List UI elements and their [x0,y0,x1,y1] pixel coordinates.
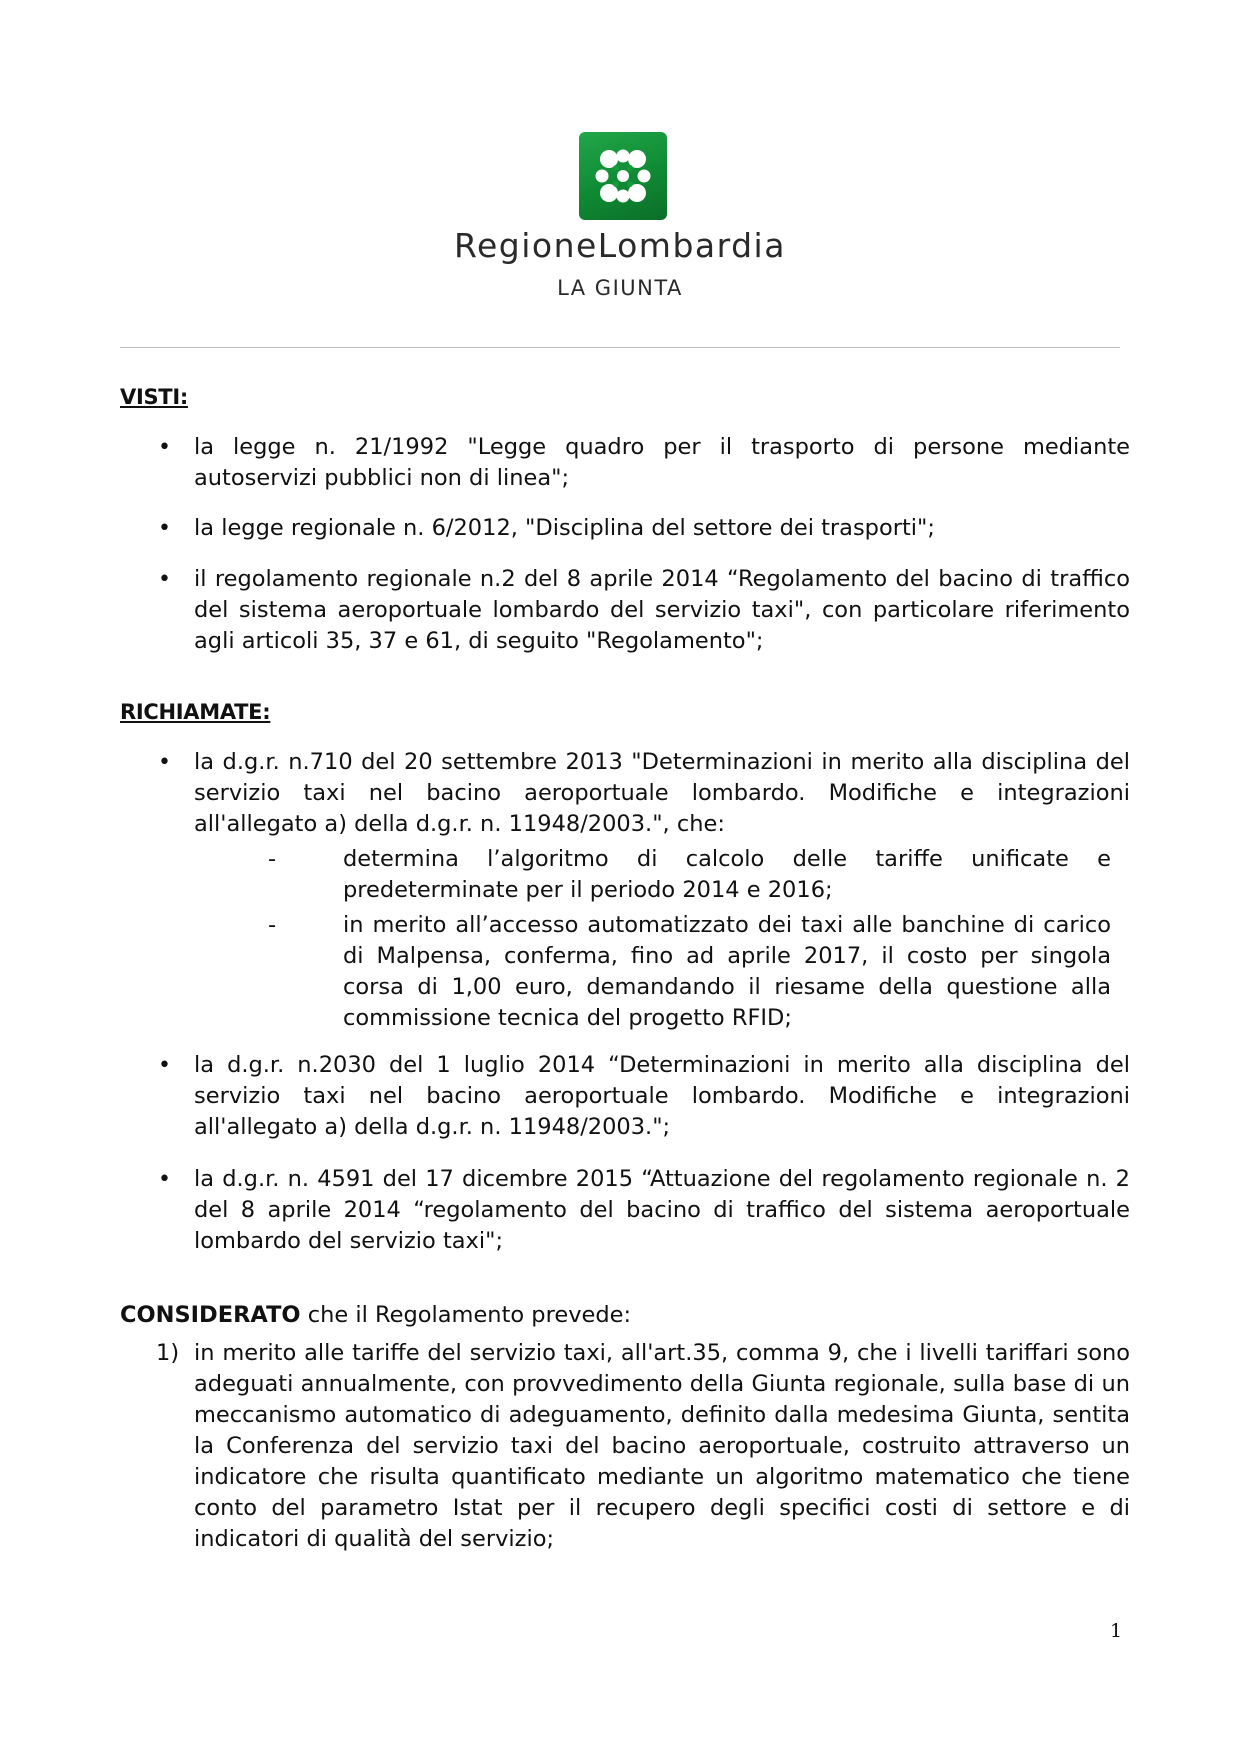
visti-item-text: la legge regionale n. 6/2012, "Disciplina del settore dei trasporti"; [194,515,935,541]
considerato-label: CONSIDERATO [120,1302,301,1328]
brand-name: RegioneLombardia [454,226,786,265]
rosa-camuna-icon [579,132,667,220]
richiamate-item-text: la d.g.r. n.710 del 20 settembre 2013 "Determinazioni in merito alla disciplina del servizio taxi nel bacino aeroportuale lombardo. Modifiche e integrazioni all'allegato a) della d.g.r. n. 11948/2003.", che: [194,749,1130,837]
richiamate-item-3 [120,1164,1130,1257]
brand-subtitle: LA GIUNTA [557,276,683,300]
dash-icon: - [268,912,277,938]
richiamate-subitem-text: determina l’algoritmo di calcolo delle tariffe unificate e predeterminate per il periodo 2014 e 2016; [343,846,1111,903]
visti-item-3 [120,564,1130,657]
visti-item-2 [120,513,1130,544]
visti-item-text: la legge n. 21/1992 "Legge quadro per il trasporto di persone mediante autoservizi pubblici non di linea"; [194,434,1130,491]
regione-lombardia-logo [579,132,667,220]
richiamate-subitem-2 [0,910,1240,1034]
richiamate-item-1 [120,747,1130,840]
bullet-icon: • [158,516,171,541]
richiamate-subitem-text: in merito all’accesso automatizzato dei taxi alle banchine di carico di Malpensa, conferma, fino ad aprile 2017, il costo per singola corsa di 1,00 euro, demandando il riesame della questione alla commissione tecnica del progetto RFID; [343,912,1111,1031]
visti-item-text: il regolamento regionale n.2 del 8 aprile 2014 “Regolamento del bacino di traffico del sistema aeroportuale lombardo del servizio taxi", con particolare riferimento agli articoli 35, 37 e 61, di seguito "Regolamento"; [194,566,1130,654]
richiamate-item-text: la d.g.r. n. 4591 del 17 dicembre 2015 “Attuazione del regolamento regionale n. 2 del 8 aprile 2014 “regolamento del bacino di traffico del sistema aeroportuale lombardo del servizio taxi"; [194,1166,1130,1254]
richiamate-item-text: la d.g.r. n.2030 del 1 luglio 2014 “Determinazioni in merito alla disciplina del servizio taxi nel bacino aeroportuale lombardo. Modifiche e integrazioni all'allegato a) della d.g.r. n. 11948/2003."; [194,1052,1130,1140]
considerato-rest: che il Regolamento prevede: [300,1302,632,1328]
considerato-item-1 [0,1338,1240,1555]
richiamate-subitem-1 [0,844,1240,906]
considerato-heading [120,1302,631,1328]
richiamate-item-2 [120,1050,1130,1143]
visti-item-1 [120,432,1130,494]
richiamate-heading: RICHIAMATE: [120,700,271,724]
bullet-icon: • [158,567,171,592]
bullet-icon: • [158,750,171,775]
dash-icon: - [268,846,277,872]
bullet-icon: • [158,435,171,460]
header-divider [120,347,1120,348]
visti-heading: VISTI: [120,385,188,409]
page-number: 1 [1110,1620,1123,1642]
bullet-icon: • [158,1167,171,1192]
bullet-icon: • [158,1053,171,1078]
item-number: 1) [156,1340,180,1366]
considerato-item-text: in merito alle tariffe del servizio taxi, all'art.35, comma 9, che i livelli tariffari sono adeguati annualmente, con provvedimento della Giunta regionale, sulla base di un meccanismo automatico di adeguamento, definito dalla medesima Giunta, sentita la Conferenza del servizio taxi del bacino aeroportuale, costruito attraverso un indicatore che risulta quantificato mediante un algoritmo matematico che tiene conto del parametro Istat per il recupero degli specifici costi di settore e di indicatori di qualità del servizio; [194,1340,1130,1552]
